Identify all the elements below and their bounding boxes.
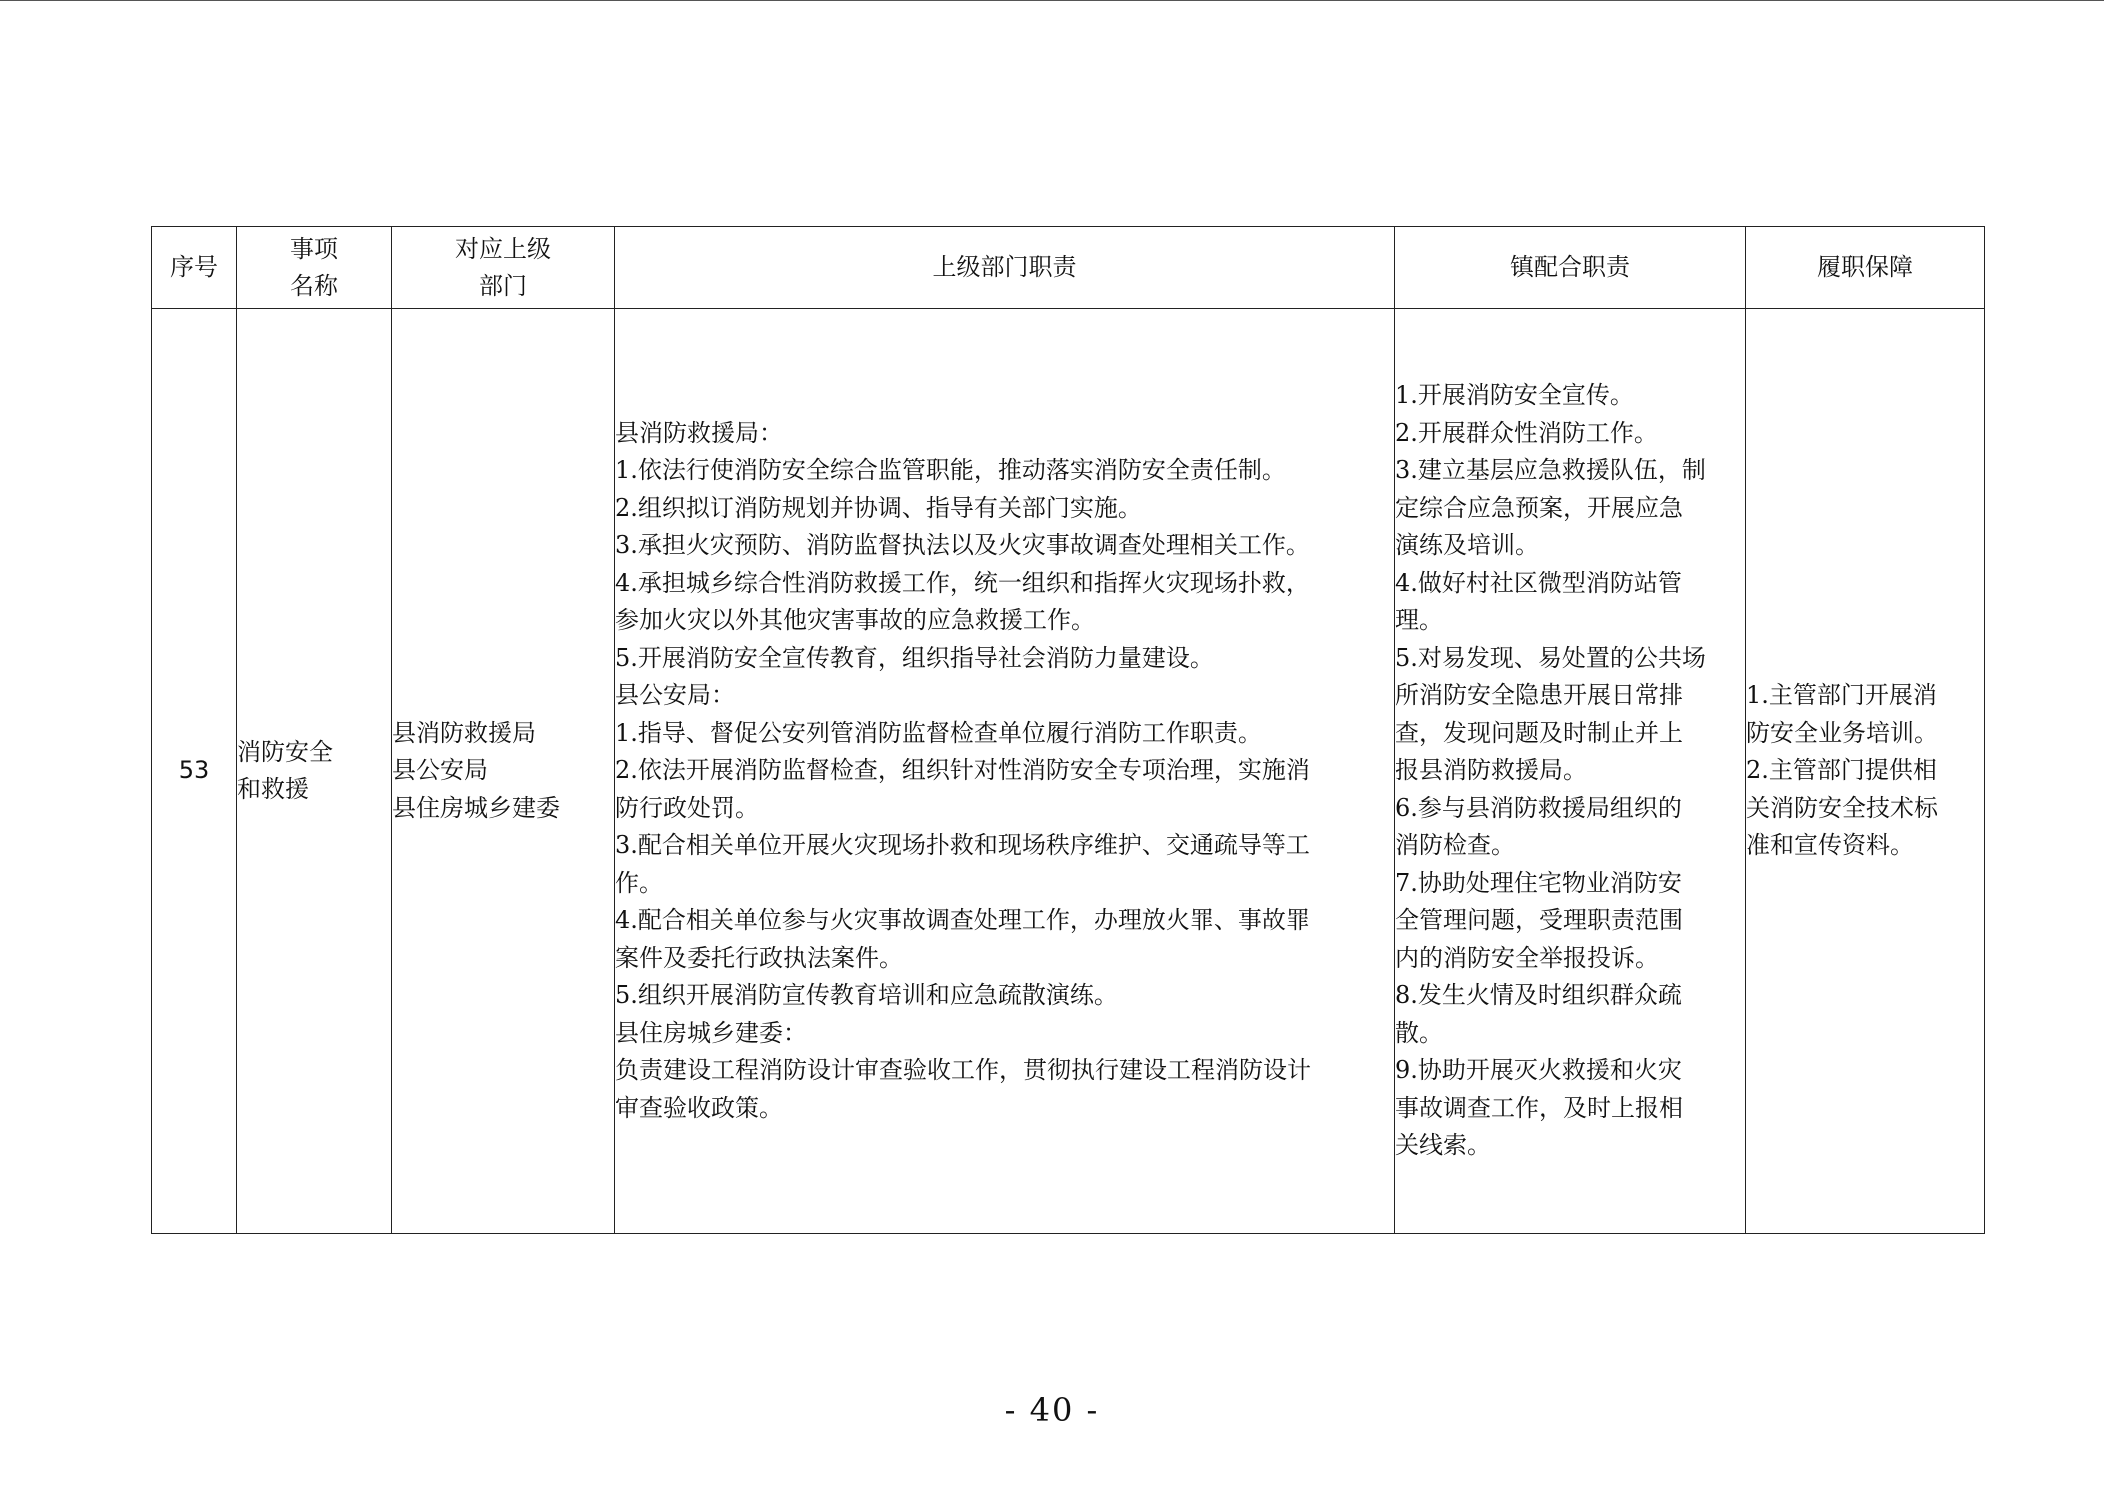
text-line: 关消防安全技术标 bbox=[1746, 793, 1938, 822]
header-town-duty bbox=[1395, 227, 1746, 309]
cell-item-name bbox=[237, 309, 392, 1234]
text-line: 报县消防救援局。 bbox=[1395, 756, 1587, 785]
text-line: 镇配合职责 bbox=[1510, 253, 1630, 281]
text-line: 县公安局 bbox=[392, 756, 488, 785]
header-dept bbox=[392, 227, 615, 309]
header-guarantee bbox=[1746, 227, 1985, 309]
text-line: 5.对易发现、易处置的公共场 bbox=[1395, 643, 1706, 672]
text-line: 查，发现问题及时制止并上 bbox=[1395, 718, 1683, 747]
text-line: 事项 bbox=[290, 234, 338, 263]
page-number: - 40 - bbox=[1004, 1391, 1100, 1429]
header-no bbox=[152, 227, 237, 309]
text-line: 名称 bbox=[290, 271, 338, 300]
text-line: 审查验收政策。 bbox=[615, 1093, 783, 1122]
text-line: 4.承担城乡综合性消防救援工作，统一组织和指挥火灾现场扑救， bbox=[615, 568, 1310, 597]
duty-table bbox=[151, 226, 1985, 1234]
text-line: 内的消防安全举报投诉。 bbox=[1395, 943, 1659, 972]
header-upper-duty bbox=[615, 227, 1395, 309]
text-line: 防安全业务培训。 bbox=[1746, 718, 1938, 747]
text-line: 7.协助处理住宅物业消防安 bbox=[1395, 868, 1682, 897]
text-line: 1.主管部门开展消 bbox=[1746, 681, 1937, 710]
text-line: 消防检查。 bbox=[1395, 831, 1515, 860]
text-line: 对应上级 bbox=[455, 234, 551, 263]
text-line: 4.做好村社区微型消防站管 bbox=[1395, 568, 1682, 597]
text-line: 县消防救援局： bbox=[615, 418, 783, 447]
text-line: 9.协助开展灭火救援和火灾 bbox=[1395, 1056, 1682, 1085]
text-line: 5.开展消防安全宣传教育，组织指导社会消防力量建设。 bbox=[615, 643, 1214, 672]
text-line: 案件及委托行政执法案件。 bbox=[615, 943, 903, 972]
text-line: 演练及培训。 bbox=[1395, 531, 1539, 560]
header-name bbox=[237, 227, 392, 309]
text-line: 3.配合相关单位开展火灾现场扑救和现场秩序维护、交通疏导等工 bbox=[615, 831, 1310, 860]
text-line: 部门 bbox=[479, 271, 527, 300]
cell-upper-dept bbox=[392, 309, 615, 1234]
text-line: 负责建设工程消防设计审查验收工作，贯彻执行建设工程消防设计 bbox=[615, 1056, 1311, 1085]
text-line: 上级部门职责 bbox=[932, 253, 1077, 281]
text-line: 1.依法行使消防安全综合监管职能，推动落实消防安全责任制。 bbox=[615, 456, 1286, 485]
header-row bbox=[152, 227, 1985, 309]
text-line: 和救援 bbox=[237, 775, 309, 803]
text-line: 2.开展群众性消防工作。 bbox=[1395, 418, 1658, 447]
text-line: 定综合应急预案，开展应急 bbox=[1395, 493, 1683, 522]
text-line: 县公安局： bbox=[615, 681, 735, 710]
text-line: 3.承担火灾预防、消防监督执法以及火灾事故调查处理相关工作。 bbox=[615, 531, 1310, 560]
text-line: 1.指导、督促公安列管消防监督检查单位履行消防工作职责。 bbox=[615, 718, 1262, 747]
text-line: 1.开展消防安全宣传。 bbox=[1395, 381, 1634, 410]
text-line: 参加火灾以外其他灾害事故的应急救援工作。 bbox=[615, 606, 1095, 635]
table-row bbox=[152, 309, 1985, 1234]
text-line: 8.发生火情及时组织群众疏 bbox=[1395, 981, 1682, 1010]
cell-no: 53 bbox=[152, 309, 237, 1234]
page-top-rule bbox=[0, 0, 2104, 1]
text-line: 作。 bbox=[615, 868, 663, 897]
text-line: 防行政处罚。 bbox=[615, 793, 759, 822]
cell-town-duty bbox=[1395, 309, 1746, 1234]
cell-guarantee bbox=[1746, 309, 1985, 1234]
text-line: 事故调查工作，及时上报相 bbox=[1395, 1093, 1683, 1122]
text-line: 关线索。 bbox=[1395, 1131, 1491, 1160]
text-line: 准和宣传资料。 bbox=[1746, 831, 1914, 860]
text-line: 5.组织开展消防宣传教育培训和应急疏散演练。 bbox=[615, 981, 1118, 1010]
text-line: 2.主管部门提供相 bbox=[1746, 756, 1937, 785]
text-line: 理。 bbox=[1395, 606, 1443, 635]
text-line: 4.配合相关单位参与火灾事故调查处理工作，办理放火罪、事故罪 bbox=[615, 906, 1310, 935]
text-line: 2.依法开展消防监督检查，组织针对性消防安全专项治理，实施消 bbox=[615, 756, 1310, 785]
text-line: 全管理问题，受理职责范围 bbox=[1395, 906, 1683, 935]
text-line: 2.组织拟订消防规划并协调、指导有关部门实施。 bbox=[615, 493, 1142, 522]
text-line: 序号 bbox=[170, 253, 218, 281]
text-line: 县消防救援局 bbox=[392, 718, 536, 747]
cell-upper-duty bbox=[615, 309, 1395, 1234]
text-line: 3.建立基层应急救援队伍，制 bbox=[1395, 456, 1706, 485]
text-line: 所消防安全隐患开展日常排 bbox=[1395, 681, 1683, 710]
text-line: 散。 bbox=[1395, 1018, 1443, 1047]
text-line: 履职保障 bbox=[1817, 253, 1913, 281]
text-line: 县住房城乡建委 bbox=[392, 793, 560, 822]
text-line: 消防安全 bbox=[237, 737, 333, 766]
text-line: 县住房城乡建委： bbox=[615, 1018, 807, 1047]
text-line: 6.参与县消防救援局组织的 bbox=[1395, 793, 1682, 822]
